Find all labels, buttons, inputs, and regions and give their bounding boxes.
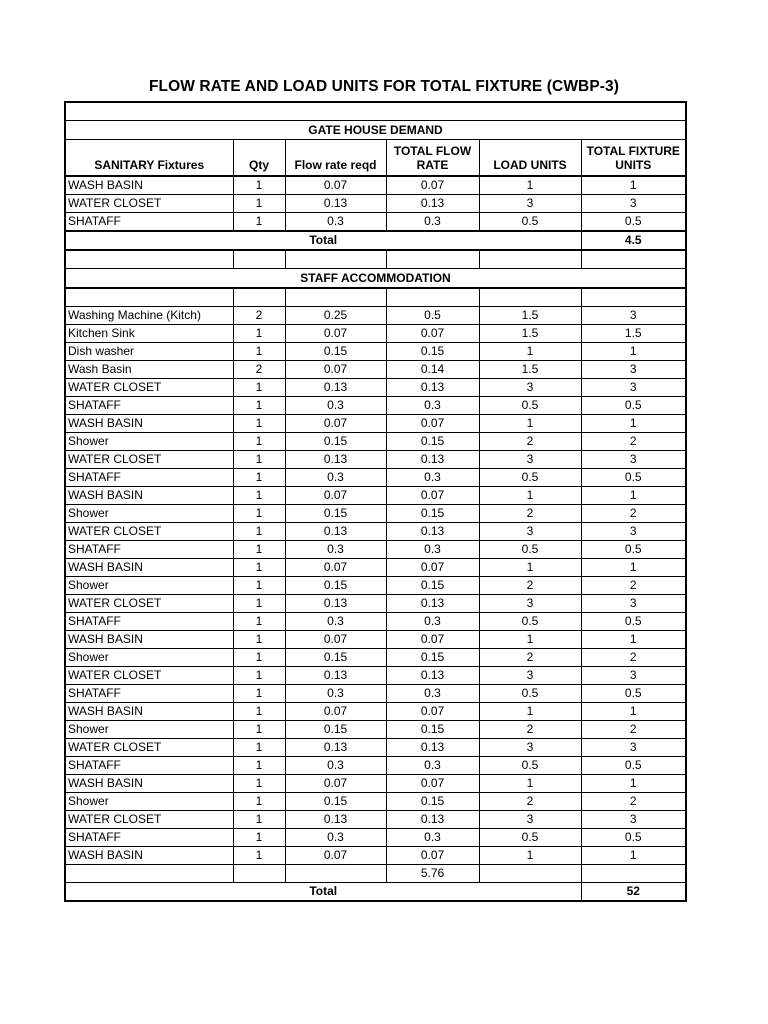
section-label-gate-house: GATE HOUSE DEMAND bbox=[65, 121, 686, 140]
fixture-name: WASH BASIN bbox=[65, 559, 233, 577]
total-flow-cell: 0.15 bbox=[386, 793, 479, 811]
flow-cell: 0.3 bbox=[285, 829, 386, 847]
load-cell: 1.5 bbox=[479, 307, 581, 325]
qty-cell: 1 bbox=[233, 703, 285, 721]
fixture-name: WASH BASIN bbox=[65, 775, 233, 793]
flow-cell: 0.3 bbox=[285, 541, 386, 559]
table-row bbox=[65, 397, 686, 415]
qty-cell: 1 bbox=[233, 451, 285, 469]
flow-cell: 0.25 bbox=[285, 307, 386, 325]
load-cell: 2 bbox=[479, 433, 581, 451]
load-cell: 2 bbox=[479, 793, 581, 811]
units-cell: 1 bbox=[581, 487, 686, 505]
qty-cell: 1 bbox=[233, 325, 285, 343]
units-cell: 0.5 bbox=[581, 397, 686, 415]
units-cell: 2 bbox=[581, 721, 686, 739]
units-cell: 1 bbox=[581, 415, 686, 433]
table-row bbox=[65, 487, 686, 505]
total-flow-cell: 0.15 bbox=[386, 433, 479, 451]
load-cell: 2 bbox=[479, 505, 581, 523]
fixture-name: WATER CLOSET bbox=[65, 811, 233, 829]
table-row bbox=[65, 667, 686, 685]
fixture-name: SHATAFF bbox=[65, 829, 233, 847]
fixture-name: SHATAFF bbox=[65, 397, 233, 415]
fixture-name: SHATAFF bbox=[65, 469, 233, 487]
qty-cell: 1 bbox=[233, 433, 285, 451]
qty-cell: 1 bbox=[233, 195, 285, 213]
total-flow-cell: 0.3 bbox=[386, 829, 479, 847]
table-row bbox=[65, 631, 686, 649]
flow-cell: 0.13 bbox=[285, 451, 386, 469]
load-cell: 1 bbox=[479, 631, 581, 649]
fixture-name: WASH BASIN bbox=[65, 631, 233, 649]
load-cell: 3 bbox=[479, 667, 581, 685]
table-row bbox=[65, 523, 686, 541]
table-row bbox=[65, 213, 686, 232]
load-cell: 0.5 bbox=[479, 757, 581, 775]
blank-cell bbox=[386, 288, 479, 307]
load-cell: 3 bbox=[479, 595, 581, 613]
fixture-name: WATER CLOSET bbox=[65, 451, 233, 469]
units-cell: 3 bbox=[581, 195, 686, 213]
table-row bbox=[65, 469, 686, 487]
fixture-name: WATER CLOSET bbox=[65, 739, 233, 757]
fixture-name: WATER CLOSET bbox=[65, 523, 233, 541]
blank-cell bbox=[479, 865, 581, 883]
staff-rows bbox=[65, 307, 686, 865]
flow-cell: 0.13 bbox=[285, 811, 386, 829]
qty-cell: 1 bbox=[233, 739, 285, 757]
total-flow-cell: 0.07 bbox=[386, 775, 479, 793]
section-row-gate-house bbox=[65, 121, 686, 140]
total-flow-cell: 0.13 bbox=[386, 379, 479, 397]
total-value: 4.5 bbox=[581, 231, 686, 250]
table-row bbox=[65, 451, 686, 469]
total-flow-cell: 0.13 bbox=[386, 667, 479, 685]
load-cell: 1 bbox=[479, 775, 581, 793]
load-cell: 0.5 bbox=[479, 397, 581, 415]
fixture-name: Shower bbox=[65, 793, 233, 811]
blank-cell bbox=[65, 102, 686, 121]
flow-cell: 0.15 bbox=[285, 577, 386, 595]
blank-cell bbox=[581, 250, 686, 269]
load-cell: 1 bbox=[479, 559, 581, 577]
blank-cell bbox=[285, 250, 386, 269]
flow-cell: 0.15 bbox=[285, 721, 386, 739]
units-cell: 1 bbox=[581, 559, 686, 577]
total-flow-cell: 0.3 bbox=[386, 541, 479, 559]
flow-cell: 0.13 bbox=[285, 379, 386, 397]
total-flow-cell: 0.3 bbox=[386, 685, 479, 703]
qty-cell: 1 bbox=[233, 829, 285, 847]
units-cell: 2 bbox=[581, 433, 686, 451]
total-row-gate-house bbox=[65, 231, 686, 250]
load-cell: 3 bbox=[479, 811, 581, 829]
load-cell: 1 bbox=[479, 343, 581, 361]
fixture-name: WASH BASIN bbox=[65, 847, 233, 865]
units-cell: 0.5 bbox=[581, 213, 686, 232]
qty-cell: 1 bbox=[233, 649, 285, 667]
load-cell: 0.5 bbox=[479, 213, 581, 232]
total-flow-cell: 0.13 bbox=[386, 595, 479, 613]
flow-cell: 0.3 bbox=[285, 757, 386, 775]
fixture-table bbox=[64, 101, 687, 902]
total-flow-cell: 0.15 bbox=[386, 577, 479, 595]
fixture-name: SHATAFF bbox=[65, 541, 233, 559]
flow-cell: 0.15 bbox=[285, 343, 386, 361]
total-flow-cell: 0.3 bbox=[386, 213, 479, 232]
flow-cell: 0.07 bbox=[285, 631, 386, 649]
section-row-staff bbox=[65, 269, 686, 289]
blank-cell bbox=[285, 288, 386, 307]
total-flow-cell: 0.13 bbox=[386, 811, 479, 829]
total-flow-cell: 0.15 bbox=[386, 343, 479, 361]
flow-cell: 0.07 bbox=[285, 847, 386, 865]
table-row bbox=[65, 307, 686, 325]
units-cell: 0.5 bbox=[581, 829, 686, 847]
units-cell: 3 bbox=[581, 811, 686, 829]
flow-cell: 0.07 bbox=[285, 775, 386, 793]
load-cell: 2 bbox=[479, 649, 581, 667]
flow-cell: 0.15 bbox=[285, 505, 386, 523]
header-load-units: LOAD UNITS bbox=[479, 140, 581, 177]
table-row bbox=[65, 847, 686, 865]
qty-cell: 1 bbox=[233, 631, 285, 649]
total-row-staff bbox=[65, 883, 686, 902]
qty-cell: 1 bbox=[233, 559, 285, 577]
fixture-name: Shower bbox=[65, 505, 233, 523]
units-cell: 3 bbox=[581, 595, 686, 613]
load-cell: 1 bbox=[479, 415, 581, 433]
qty-cell: 1 bbox=[233, 213, 285, 232]
qty-cell: 1 bbox=[233, 343, 285, 361]
table-row bbox=[65, 649, 686, 667]
fixture-name: Shower bbox=[65, 433, 233, 451]
total-flow-cell: 0.13 bbox=[386, 523, 479, 541]
table-row bbox=[65, 361, 686, 379]
header-row bbox=[65, 140, 686, 177]
units-cell: 3 bbox=[581, 523, 686, 541]
units-cell: 0.5 bbox=[581, 757, 686, 775]
load-cell: 0.5 bbox=[479, 613, 581, 631]
qty-cell: 1 bbox=[233, 541, 285, 559]
load-cell: 2 bbox=[479, 577, 581, 595]
qty-cell: 1 bbox=[233, 685, 285, 703]
load-cell: 1.5 bbox=[479, 361, 581, 379]
total-flow-cell: 0.13 bbox=[386, 451, 479, 469]
flow-cell: 0.07 bbox=[285, 361, 386, 379]
fixture-name: SHATAFF bbox=[65, 213, 233, 232]
qty-cell: 1 bbox=[233, 775, 285, 793]
table-row bbox=[65, 559, 686, 577]
qty-cell: 1 bbox=[233, 577, 285, 595]
load-cell: 0.5 bbox=[479, 685, 581, 703]
flow-cell: 0.07 bbox=[285, 176, 386, 195]
flow-cell: 0.13 bbox=[285, 523, 386, 541]
total-flow-cell: 0.5 bbox=[386, 307, 479, 325]
units-cell: 2 bbox=[581, 505, 686, 523]
fixture-name: WASH BASIN bbox=[65, 176, 233, 195]
load-cell: 3 bbox=[479, 195, 581, 213]
load-cell: 3 bbox=[479, 379, 581, 397]
fixture-name: SHATAFF bbox=[65, 613, 233, 631]
total-label: Total bbox=[65, 883, 581, 902]
table-row bbox=[65, 829, 686, 847]
total-flow-cell: 0.3 bbox=[386, 757, 479, 775]
table-row bbox=[65, 703, 686, 721]
table-row bbox=[65, 685, 686, 703]
total-flow-cell: 0.3 bbox=[386, 469, 479, 487]
flow-sum-row bbox=[65, 865, 686, 883]
qty-cell: 1 bbox=[233, 595, 285, 613]
fixture-name: WATER CLOSET bbox=[65, 379, 233, 397]
units-cell: 3 bbox=[581, 451, 686, 469]
qty-cell: 1 bbox=[233, 505, 285, 523]
blank-cell bbox=[233, 288, 285, 307]
load-cell: 3 bbox=[479, 451, 581, 469]
qty-cell: 1 bbox=[233, 469, 285, 487]
units-cell: 2 bbox=[581, 577, 686, 595]
fixture-name: WASH BASIN bbox=[65, 487, 233, 505]
units-cell: 3 bbox=[581, 361, 686, 379]
table-row bbox=[65, 505, 686, 523]
total-flow-cell: 0.07 bbox=[386, 325, 479, 343]
qty-cell: 2 bbox=[233, 307, 285, 325]
total-flow-cell: 0.3 bbox=[386, 613, 479, 631]
units-cell: 2 bbox=[581, 793, 686, 811]
load-cell: 1 bbox=[479, 703, 581, 721]
flow-cell: 0.13 bbox=[285, 595, 386, 613]
total-flow-cell: 0.15 bbox=[386, 721, 479, 739]
total-flow-cell: 0.07 bbox=[386, 176, 479, 195]
total-flow-cell: 0.07 bbox=[386, 487, 479, 505]
load-cell: 2 bbox=[479, 721, 581, 739]
flow-cell: 0.3 bbox=[285, 213, 386, 232]
fixture-name: Shower bbox=[65, 577, 233, 595]
flow-cell: 0.07 bbox=[285, 415, 386, 433]
header-total-flow-rate: TOTAL FLOW RATE bbox=[386, 140, 479, 177]
fixture-name: WATER CLOSET bbox=[65, 195, 233, 213]
blank-cell bbox=[65, 288, 233, 307]
units-cell: 1 bbox=[581, 631, 686, 649]
qty-cell: 1 bbox=[233, 415, 285, 433]
units-cell: 3 bbox=[581, 667, 686, 685]
total-flow-cell: 0.07 bbox=[386, 631, 479, 649]
page-title: FLOW RATE AND LOAD UNITS FOR TOTAL FIXTURE (CWBP-3) bbox=[148, 78, 620, 95]
fixture-name: Shower bbox=[65, 721, 233, 739]
spacer-row bbox=[65, 288, 686, 307]
table-row bbox=[65, 775, 686, 793]
qty-cell: 1 bbox=[233, 721, 285, 739]
flow-cell: 0.15 bbox=[285, 793, 386, 811]
qty-cell: 2 bbox=[233, 361, 285, 379]
flow-cell: 0.13 bbox=[285, 667, 386, 685]
total-flow-cell: 0.15 bbox=[386, 649, 479, 667]
qty-cell: 1 bbox=[233, 176, 285, 195]
table-row bbox=[65, 595, 686, 613]
table-row bbox=[65, 721, 686, 739]
total-flow-cell: 0.07 bbox=[386, 415, 479, 433]
blank-cell bbox=[581, 288, 686, 307]
load-cell: 3 bbox=[479, 523, 581, 541]
total-flow-cell: 0.07 bbox=[386, 847, 479, 865]
fixture-name: Shower bbox=[65, 649, 233, 667]
spacer-row bbox=[65, 102, 686, 121]
total-flow-cell: 0.15 bbox=[386, 505, 479, 523]
fixture-name: Dish washer bbox=[65, 343, 233, 361]
table-row bbox=[65, 739, 686, 757]
units-cell: 0.5 bbox=[581, 469, 686, 487]
table-row bbox=[65, 379, 686, 397]
flow-cell: 0.3 bbox=[285, 613, 386, 631]
blank-cell bbox=[581, 865, 686, 883]
flow-cell: 0.07 bbox=[285, 703, 386, 721]
fixture-name: WASH BASIN bbox=[65, 703, 233, 721]
units-cell: 1 bbox=[581, 847, 686, 865]
fixture-name: SHATAFF bbox=[65, 685, 233, 703]
load-cell: 0.5 bbox=[479, 541, 581, 559]
total-flow-cell: 0.14 bbox=[386, 361, 479, 379]
units-cell: 2 bbox=[581, 649, 686, 667]
table-row bbox=[65, 415, 686, 433]
qty-cell: 1 bbox=[233, 793, 285, 811]
table-row bbox=[65, 325, 686, 343]
flow-cell: 0.13 bbox=[285, 195, 386, 213]
blank-cell bbox=[386, 250, 479, 269]
units-cell: 1.5 bbox=[581, 325, 686, 343]
table-row bbox=[65, 176, 686, 195]
fixture-name: WATER CLOSET bbox=[65, 595, 233, 613]
flow-cell: 0.15 bbox=[285, 649, 386, 667]
qty-cell: 1 bbox=[233, 847, 285, 865]
units-cell: 1 bbox=[581, 703, 686, 721]
qty-cell: 1 bbox=[233, 613, 285, 631]
flow-sum-value: 5.76 bbox=[386, 865, 479, 883]
total-flow-cell: 0.13 bbox=[386, 195, 479, 213]
units-cell: 1 bbox=[581, 176, 686, 195]
blank-cell bbox=[65, 865, 233, 883]
header-qty: Qty bbox=[233, 140, 285, 177]
units-cell: 0.5 bbox=[581, 541, 686, 559]
blank-cell bbox=[285, 865, 386, 883]
flow-cell: 0.3 bbox=[285, 469, 386, 487]
total-flow-cell: 0.3 bbox=[386, 397, 479, 415]
total-flow-cell: 0.13 bbox=[386, 739, 479, 757]
fixture-name: SHATAFF bbox=[65, 757, 233, 775]
spacer-row bbox=[65, 250, 686, 269]
flow-cell: 0.3 bbox=[285, 685, 386, 703]
units-cell: 3 bbox=[581, 379, 686, 397]
flow-cell: 0.07 bbox=[285, 325, 386, 343]
fixture-name: Wash Basin bbox=[65, 361, 233, 379]
table-row bbox=[65, 613, 686, 631]
header-flow-rate: Flow rate reqd bbox=[285, 140, 386, 177]
units-cell: 1 bbox=[581, 343, 686, 361]
flow-cell: 0.13 bbox=[285, 739, 386, 757]
flow-cell: 0.07 bbox=[285, 559, 386, 577]
table-row bbox=[65, 195, 686, 213]
load-cell: 1 bbox=[479, 847, 581, 865]
blank-cell bbox=[233, 250, 285, 269]
blank-cell bbox=[479, 288, 581, 307]
qty-cell: 1 bbox=[233, 523, 285, 541]
header-fixture: SANITARY Fixtures bbox=[65, 140, 233, 177]
qty-cell: 1 bbox=[233, 397, 285, 415]
fixture-name: Kitchen Sink bbox=[65, 325, 233, 343]
total-flow-cell: 0.07 bbox=[386, 559, 479, 577]
fixture-name: Washing Machine (Kitch) bbox=[65, 307, 233, 325]
qty-cell: 1 bbox=[233, 667, 285, 685]
fixture-name: WASH BASIN bbox=[65, 415, 233, 433]
blank-cell bbox=[479, 250, 581, 269]
fixture-name: WATER CLOSET bbox=[65, 667, 233, 685]
table-row bbox=[65, 577, 686, 595]
total-flow-cell: 0.07 bbox=[386, 703, 479, 721]
load-cell: 1 bbox=[479, 176, 581, 195]
qty-cell: 1 bbox=[233, 379, 285, 397]
table-row bbox=[65, 793, 686, 811]
load-cell: 0.5 bbox=[479, 829, 581, 847]
table-row bbox=[65, 541, 686, 559]
header-total-fixture-units: TOTAL FIXTURE UNITS bbox=[581, 140, 686, 177]
total-label: Total bbox=[65, 231, 581, 250]
units-cell: 1 bbox=[581, 775, 686, 793]
table-row bbox=[65, 343, 686, 361]
flow-cell: 0.3 bbox=[285, 397, 386, 415]
qty-cell: 1 bbox=[233, 757, 285, 775]
load-cell: 1 bbox=[479, 487, 581, 505]
load-cell: 3 bbox=[479, 739, 581, 757]
qty-cell: 1 bbox=[233, 811, 285, 829]
load-cell: 0.5 bbox=[479, 469, 581, 487]
qty-cell: 1 bbox=[233, 487, 285, 505]
table-row bbox=[65, 433, 686, 451]
blank-cell bbox=[233, 865, 285, 883]
blank-cell bbox=[65, 250, 233, 269]
table-row bbox=[65, 757, 686, 775]
section-label-staff: STAFF ACCOMMODATION bbox=[65, 269, 686, 289]
flow-cell: 0.07 bbox=[285, 487, 386, 505]
flow-cell: 0.15 bbox=[285, 433, 386, 451]
total-value: 52 bbox=[581, 883, 686, 902]
units-cell: 0.5 bbox=[581, 685, 686, 703]
units-cell: 0.5 bbox=[581, 613, 686, 631]
units-cell: 3 bbox=[581, 739, 686, 757]
units-cell: 3 bbox=[581, 307, 686, 325]
table-row bbox=[65, 811, 686, 829]
load-cell: 1.5 bbox=[479, 325, 581, 343]
